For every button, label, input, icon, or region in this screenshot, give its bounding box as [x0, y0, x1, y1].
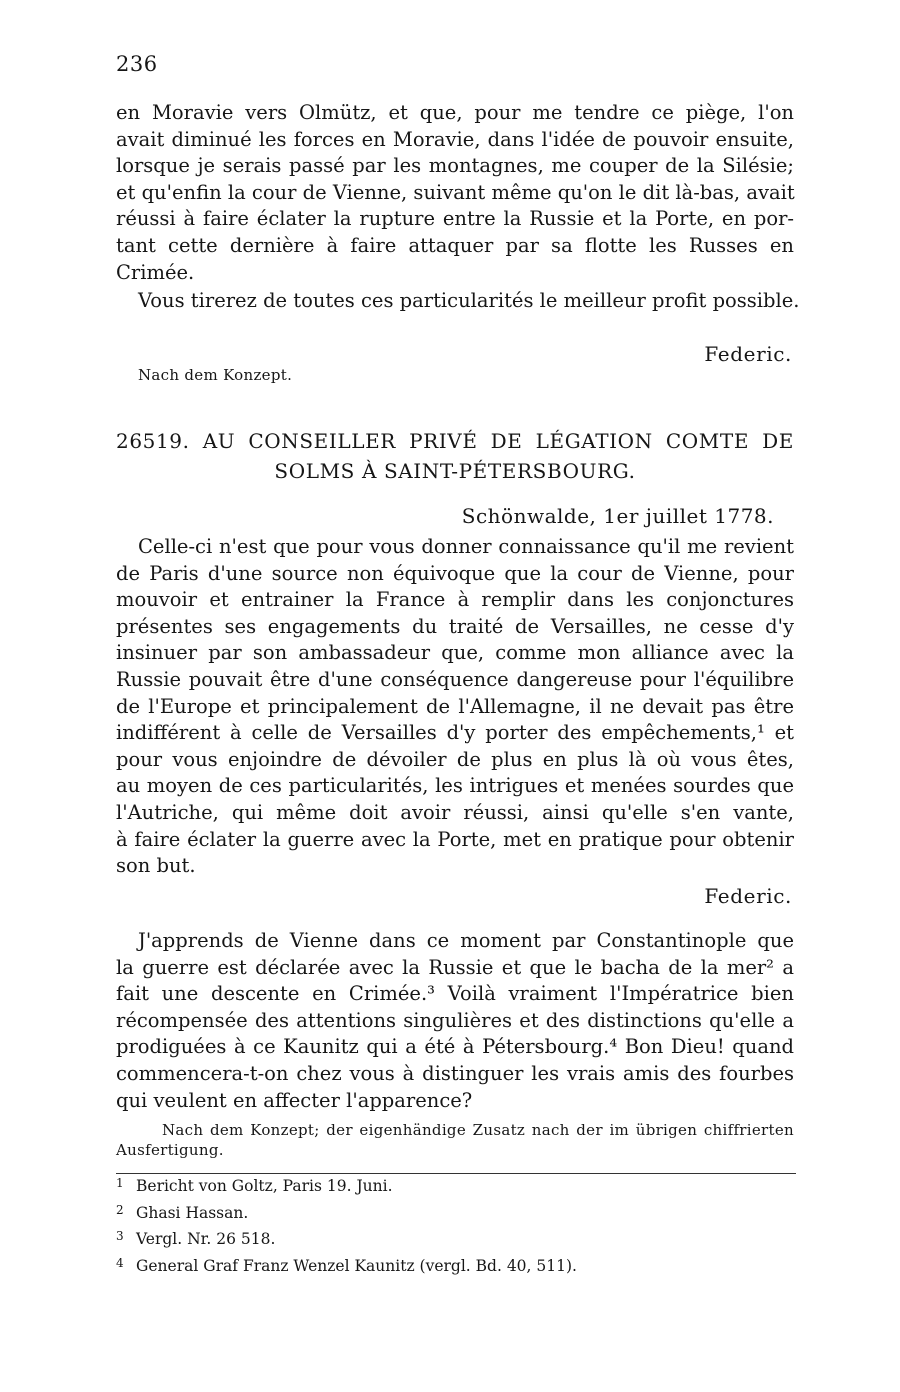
text-line: et qu'enfin la cour de Vienne, suivant même qu'on le dit là-bas, avait: [116, 180, 795, 204]
text-line: Celle-ci n'est que pour vous donner connaissance qu'il me revient: [138, 535, 794, 558]
text-line: la guerre est déclarée avec la Russie et que le bacha de la mer² a: [116, 955, 794, 979]
text-line: qui veulent en affecter l'apparence?: [116, 1088, 473, 1112]
intro-paragraph: [116, 100, 800, 315]
text-line: Crimée.: [116, 260, 195, 284]
footnote-number: 4: [116, 1255, 124, 1270]
text-line: réussi à faire éclater la rupture entre la Russie et la Porte, en por-: [116, 207, 794, 231]
postscript: [116, 928, 794, 1114]
text-line: récompensée des attentions singulières et des distinctions qu'elle a: [116, 1008, 794, 1032]
heading-line: AU CONSEILLER PRIVÉ DE LÉGATION COMTE DE: [202, 429, 794, 453]
text-line: fait une descente en Crimée.³ Voilà vraiment l'Impératrice bien: [116, 982, 794, 1006]
footnotes: [116, 1172, 577, 1278]
text-line: son but.: [116, 854, 196, 878]
text-line: Russie pouvait être d'une conséquence dangereuse pour l'équilibre: [116, 667, 794, 691]
footnote-text: Bericht von Goltz, Paris 19. Juni.: [136, 1177, 393, 1195]
letter-body: [116, 534, 794, 880]
source-note-line: Ausfertigung.: [116, 1141, 224, 1159]
text-line: à faire éclater la guerre avec la Porte, met en pratique pour obtenir: [116, 827, 794, 851]
signature: Federic.: [704, 342, 792, 366]
text-line: mouvoir et entrainer la France à remplir dans les conjonctures: [116, 588, 794, 612]
text-line: en Moravie vers Olmütz, et que, pour me tendre ce piège, l'on: [116, 101, 794, 124]
text-line: de l'Europe et principalement de l'Allemagne, il ne devait pas être: [116, 694, 794, 718]
footnote: [116, 1225, 577, 1252]
text-line: présentes ses engagements du traité de Versailles, ne cesse d'y: [116, 614, 794, 638]
text-line: l'Autriche, qui même doit avoir réussi, ainsi qu'elle s'en vante,: [116, 800, 794, 824]
text-line: prodiguées à ce Kaunitz qui a été à Pétersbourg.⁴ Bon Dieu! quand: [116, 1035, 794, 1059]
text-line: indifférent à celle de Versailles d'y porter des empêchements,¹ et: [116, 721, 794, 745]
page-number: 236: [116, 52, 158, 76]
footnote: [116, 1199, 577, 1226]
text-line: avait diminué les forces en Moravie, dans l'idée de pouvoir ensuite,: [116, 127, 794, 151]
source-note: Nach dem Konzept.: [138, 366, 293, 384]
dateline: Schönwalde, 1er juillet 1778.: [461, 504, 774, 528]
heading-line: SOLMS À SAINT-PÉTERSBOURG.: [274, 459, 636, 483]
text-line: de Paris d'une source non équivoque que la cour de Vienne, pour: [116, 561, 794, 585]
document-number: 26519.: [116, 429, 190, 453]
footnote-number: 1: [116, 1176, 124, 1190]
footnote: [116, 1172, 577, 1199]
text-line: J'apprends de Vienne dans ce moment par Constantinople que: [138, 929, 794, 952]
footnote-number: 3: [116, 1229, 124, 1243]
closing-line: Vous tirerez de toutes ces particularités le meilleur profit possible.: [138, 289, 800, 313]
text-line: commencera-t-on chez vous à distinguer les vrais amis des fourbes: [116, 1061, 794, 1085]
text-line: au moyen de ces particularités, les intrigues et menées sourdes que: [116, 774, 794, 798]
source-note-2: [116, 1120, 794, 1160]
footnote: [116, 1252, 577, 1279]
document-heading: [116, 426, 794, 486]
signature: Federic.: [704, 884, 792, 908]
text-line: lorsque je serais passé par les montagnes, me couper de la Silésie;: [116, 154, 794, 178]
source-note-line: Nach dem Konzept; der eigenhändige Zusatz nach der im übrigen chiffrierten: [162, 1121, 794, 1139]
footnote-text: Vergl. Nr. 26 518.: [136, 1230, 276, 1248]
footnote-number: 2: [116, 1202, 124, 1217]
footnote-text: General Graf Franz Wenzel Kaunitz (vergl. Bd. 40, 511).: [136, 1256, 577, 1275]
text-line: insinuer par son ambassadeur que, comme mon alliance avec la: [116, 641, 794, 665]
text-line: pour vous enjoindre de dévoiler de plus en plus là où vous êtes,: [116, 747, 794, 771]
footnote-text: Ghasi Hassan.: [136, 1203, 249, 1222]
text-line: tant cette dernière à faire attaquer par sa flotte les Russes en: [116, 233, 794, 257]
